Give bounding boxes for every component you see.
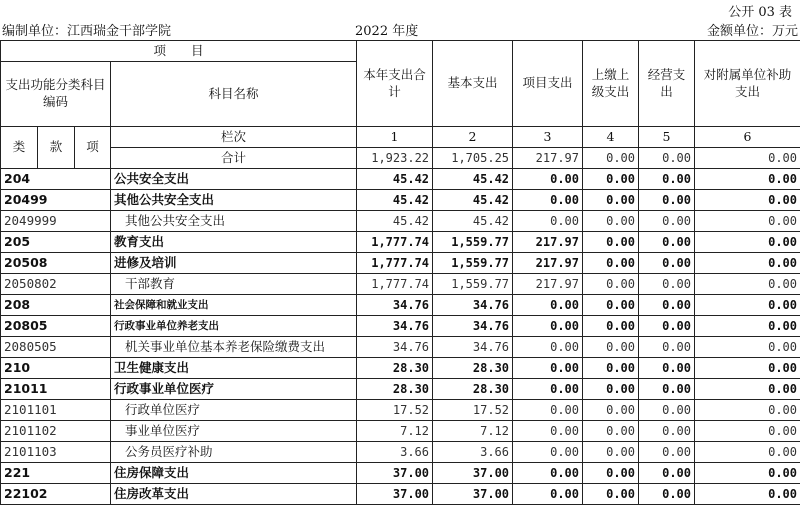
row-amount: 0.00 (583, 232, 639, 253)
row-amount: 0.00 (583, 379, 639, 400)
row-amount: 28.30 (357, 379, 433, 400)
row-amount: 34.76 (433, 295, 513, 316)
row-amount: 0.00 (695, 358, 800, 379)
table-row (1, 358, 800, 379)
row-amount: 17.52 (433, 400, 513, 421)
col-number-1: 1 (357, 127, 433, 148)
table-row (1, 379, 800, 400)
row-amount: 0.00 (583, 190, 639, 211)
table-row (1, 463, 800, 484)
row-amount: 0.00 (513, 190, 583, 211)
table-row (1, 232, 800, 253)
row-amount: 0.00 (583, 295, 639, 316)
row-amount: 0.00 (695, 316, 800, 337)
row-code: 2101103 (1, 442, 111, 463)
col-total-header: 本年支出合计 (357, 41, 433, 127)
row-amount: 1,559.77 (433, 232, 513, 253)
row-amount: 28.30 (433, 379, 513, 400)
table-row (1, 274, 800, 295)
row-amount: 34.76 (433, 337, 513, 358)
row-amount: 1,777.74 (357, 274, 433, 295)
col-business-header: 经营支出 (639, 41, 695, 127)
row-subject-name: 进修及培训 (111, 253, 357, 274)
kuan-header: 款 (38, 127, 75, 169)
row-amount: 217.97 (513, 274, 583, 295)
row-amount: 0.00 (513, 337, 583, 358)
row-amount: 3.66 (357, 442, 433, 463)
total-label: 合计 (111, 148, 357, 169)
row-amount: 0.00 (513, 169, 583, 190)
table-row (1, 253, 800, 274)
table-row (1, 316, 800, 337)
fiscal-year: 2022 年度 (355, 24, 419, 39)
row-subject-name: 卫生健康支出 (111, 358, 357, 379)
row-amount: 0.00 (695, 253, 800, 274)
row-amount: 0.00 (583, 316, 639, 337)
table-row (1, 337, 800, 358)
row-amount: 0.00 (583, 211, 639, 232)
subject-name-header: 科目名称 (111, 62, 357, 127)
row-amount: 0.00 (695, 400, 800, 421)
row-amount: 37.00 (433, 484, 513, 505)
row-amount: 0.00 (639, 274, 695, 295)
total-cell: 0.00 (695, 148, 800, 169)
row-amount: 0.00 (695, 190, 800, 211)
col-number-6: 6 (695, 127, 800, 148)
row-amount: 0.00 (695, 274, 800, 295)
row-amount: 0.00 (639, 316, 695, 337)
table-row (1, 421, 800, 442)
row-amount: 0.00 (513, 463, 583, 484)
form-number: 公开 03 表 (728, 5, 792, 20)
row-amount: 0.00 (513, 421, 583, 442)
total-cell: 0.00 (639, 148, 695, 169)
col-number-5: 5 (639, 127, 695, 148)
row-amount: 0.00 (695, 379, 800, 400)
row-amount: 45.42 (433, 190, 513, 211)
row-amount: 0.00 (513, 316, 583, 337)
table-row (1, 190, 800, 211)
row-code: 204 (1, 169, 111, 190)
row-amount: 0.00 (513, 358, 583, 379)
lei-header: 类 (1, 127, 38, 169)
row-subject-name: 公务员医疗补助 (111, 442, 357, 463)
row-amount: 0.00 (583, 421, 639, 442)
row-amount: 0.00 (695, 442, 800, 463)
row-amount: 34.76 (357, 295, 433, 316)
row-amount: 0.00 (639, 442, 695, 463)
row-subject-name: 干部教育 (111, 274, 357, 295)
row-code: 2050802 (1, 274, 111, 295)
col-number-2: 2 (433, 127, 513, 148)
col-basic-header: 基本支出 (433, 41, 513, 127)
total-cell: 1,705.25 (433, 148, 513, 169)
row-subject-name: 其他公共安全支出 (111, 190, 357, 211)
row-amount: 28.30 (433, 358, 513, 379)
row-subject-name: 行政事业单位养老支出 (111, 316, 357, 337)
row-subject-name: 行政单位医疗 (111, 400, 357, 421)
row-subject-name: 行政事业单位医疗 (111, 379, 357, 400)
row-amount: 1,559.77 (433, 274, 513, 295)
row-amount: 217.97 (513, 232, 583, 253)
row-amount: 0.00 (583, 484, 639, 505)
item-group-header: 项 目 (1, 41, 357, 62)
row-code: 2080505 (1, 337, 111, 358)
row-subject-name: 其他公共安全支出 (111, 211, 357, 232)
row-code: 21011 (1, 379, 111, 400)
row-code: 208 (1, 295, 111, 316)
lanci-label: 栏次 (111, 127, 357, 148)
row-amount: 0.00 (639, 253, 695, 274)
total-cell: 1,923.22 (357, 148, 433, 169)
code-group-header: 支出功能分类科目编码 (1, 62, 111, 127)
table-row (1, 211, 800, 232)
row-amount: 0.00 (695, 232, 800, 253)
row-amount: 0.00 (639, 169, 695, 190)
row-amount: 45.42 (357, 169, 433, 190)
total-cell: 217.97 (513, 148, 583, 169)
row-code: 22102 (1, 484, 111, 505)
row-amount: 0.00 (695, 463, 800, 484)
row-amount: 1,559.77 (433, 253, 513, 274)
row-amount: 0.00 (639, 421, 695, 442)
row-amount: 28.30 (357, 358, 433, 379)
row-code: 20805 (1, 316, 111, 337)
row-amount: 0.00 (695, 169, 800, 190)
row-amount: 0.00 (639, 484, 695, 505)
currency-unit: 金额单位：万元 (706, 24, 798, 39)
row-subject-name: 公共安全支出 (111, 169, 357, 190)
table-row (1, 442, 800, 463)
row-subject-name: 事业单位医疗 (111, 421, 357, 442)
row-amount: 0.00 (583, 463, 639, 484)
row-amount: 217.97 (513, 253, 583, 274)
row-amount: 0.00 (513, 442, 583, 463)
row-amount: 34.76 (357, 337, 433, 358)
col-number-3: 3 (513, 127, 583, 148)
row-amount: 45.42 (433, 211, 513, 232)
row-amount: 0.00 (695, 421, 800, 442)
row-amount: 7.12 (433, 421, 513, 442)
row-code: 2101102 (1, 421, 111, 442)
total-cell: 0.00 (583, 148, 639, 169)
row-amount: 7.12 (357, 421, 433, 442)
row-amount: 34.76 (433, 316, 513, 337)
row-amount: 0.00 (583, 358, 639, 379)
row-amount: 0.00 (639, 379, 695, 400)
table-body (1, 169, 800, 505)
row-amount: 0.00 (639, 211, 695, 232)
row-amount: 34.76 (357, 316, 433, 337)
row-amount: 37.00 (357, 463, 433, 484)
row-amount: 45.42 (357, 190, 433, 211)
row-amount: 0.00 (513, 295, 583, 316)
col-subsidy-header: 对附属单位补助支出 (695, 41, 800, 127)
table-row (1, 169, 800, 190)
row-code: 20508 (1, 253, 111, 274)
row-subject-name: 住房改革支出 (111, 484, 357, 505)
table-row (1, 484, 800, 505)
row-amount: 0.00 (583, 442, 639, 463)
row-amount: 0.00 (583, 274, 639, 295)
row-code: 221 (1, 463, 111, 484)
row-amount: 0.00 (583, 169, 639, 190)
row-amount: 0.00 (583, 337, 639, 358)
row-amount: 37.00 (357, 484, 433, 505)
row-amount: 0.00 (513, 400, 583, 421)
row-amount: 45.42 (357, 211, 433, 232)
row-amount: 0.00 (639, 232, 695, 253)
row-amount: 0.00 (639, 295, 695, 316)
table-row (1, 295, 800, 316)
row-amount: 1,777.74 (357, 232, 433, 253)
compiling-unit: 编制单位：江西瑞金干部学院 (2, 24, 172, 39)
row-code: 2101101 (1, 400, 111, 421)
row-amount: 0.00 (695, 484, 800, 505)
col-project-header: 项目支出 (513, 41, 583, 127)
row-code: 205 (1, 232, 111, 253)
row-subject-name: 住房保障支出 (111, 463, 357, 484)
row-amount: 0.00 (513, 379, 583, 400)
table-row (1, 400, 800, 421)
row-code: 210 (1, 358, 111, 379)
row-amount: 0.00 (695, 211, 800, 232)
expenditure-table (0, 40, 800, 505)
xiang-header: 项 (75, 127, 111, 169)
row-amount: 0.00 (639, 400, 695, 421)
row-amount: 0.00 (583, 253, 639, 274)
row-amount: 17.52 (357, 400, 433, 421)
col-number-4: 4 (583, 127, 639, 148)
row-subject-name: 机关事业单位基本养老保险缴费支出 (111, 337, 357, 358)
row-code: 2049999 (1, 211, 111, 232)
row-amount: 0.00 (583, 400, 639, 421)
row-code: 20499 (1, 190, 111, 211)
row-amount: 37.00 (433, 463, 513, 484)
col-upper-header: 上缴上级支出 (583, 41, 639, 127)
row-amount: 1,777.74 (357, 253, 433, 274)
row-amount: 0.00 (639, 463, 695, 484)
row-amount: 0.00 (639, 190, 695, 211)
row-amount: 3.66 (433, 442, 513, 463)
row-amount: 0.00 (513, 484, 583, 505)
row-subject-name: 教育支出 (111, 232, 357, 253)
row-amount: 0.00 (695, 337, 800, 358)
row-amount: 0.00 (513, 211, 583, 232)
row-amount: 45.42 (433, 169, 513, 190)
row-amount: 0.00 (639, 358, 695, 379)
row-amount: 0.00 (695, 295, 800, 316)
row-subject-name: 社会保障和就业支出 (111, 295, 357, 316)
row-amount: 0.00 (639, 337, 695, 358)
